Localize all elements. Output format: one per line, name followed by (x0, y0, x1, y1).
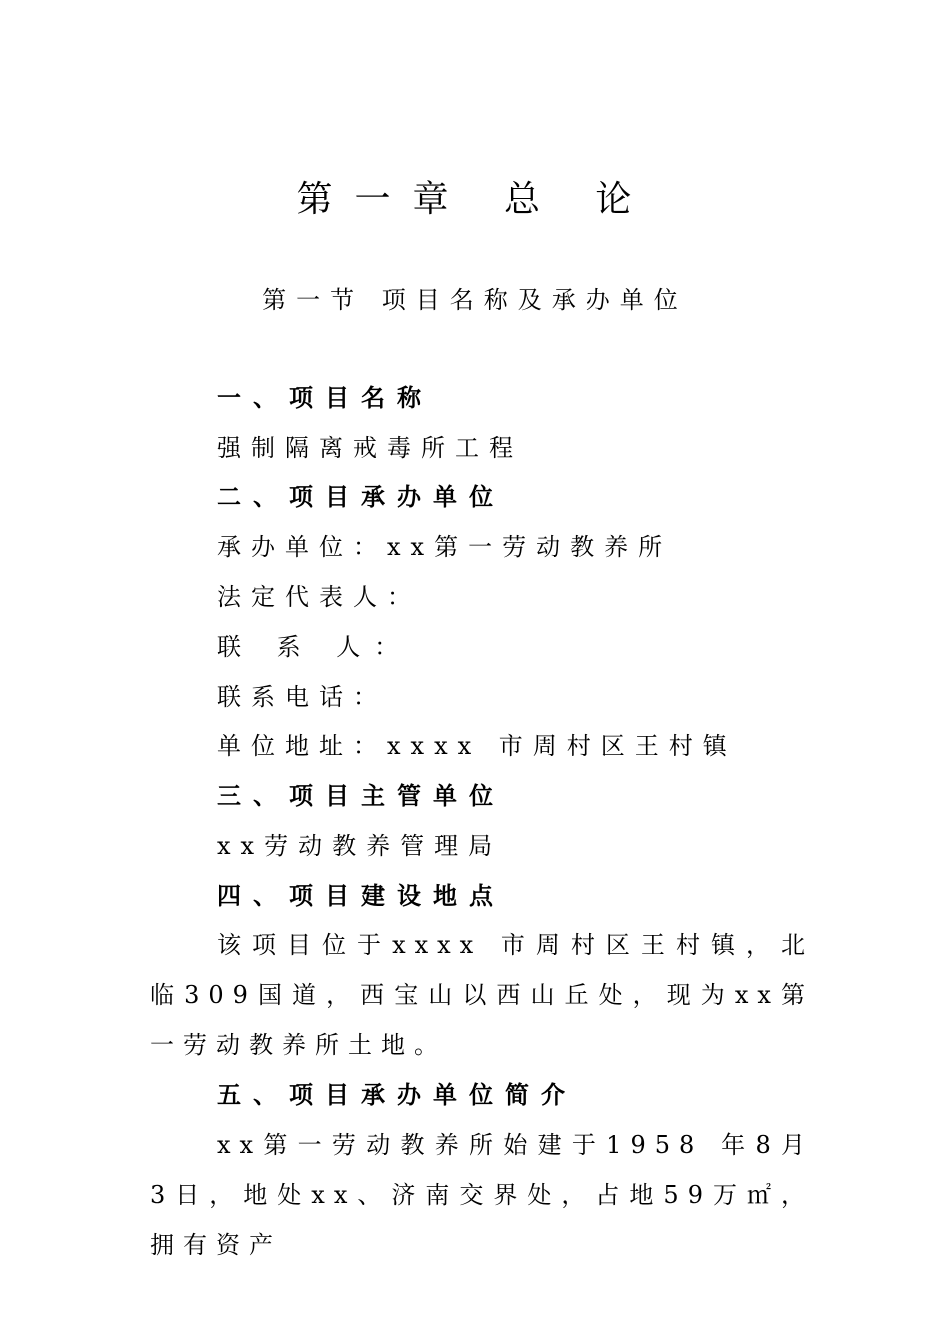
heading-sponsor: 二、项目承办单位 (217, 483, 505, 511)
sponsor-intro-paragraph: xx第一劳动教养所始建于1958 年8月3日，地处xx、济南交界处，占地59万㎡，拥有资产 (150, 1131, 814, 1259)
contact-phone: 联系电话： (217, 683, 387, 711)
authority-text: xx劳动教养管理局 (217, 832, 503, 860)
heading-location: 四、项目建设地点 (217, 882, 505, 910)
heading-project-name: 一、项目名称 (217, 384, 433, 412)
chapter-title: 第一章 总 论 (296, 179, 654, 220)
location-paragraph: 该项目位于xxxx 市周村区王村镇，北临309国道，西宝山以西山丘处，现为xx第一劳动教养所土地。 (150, 931, 814, 1059)
contact-person: 联 系 人： (217, 633, 413, 661)
heading-sponsor-intro: 五、项目承办单位简介 (217, 1081, 577, 1109)
legal-representative: 法定代表人： (217, 583, 421, 611)
sponsor-org: 承办单位：xx第一劳动教养所 (217, 533, 673, 561)
section-title: 第一节 项目名称及承办单位 (262, 286, 688, 314)
project-name-text: 强制隔离戒毒所工程 (217, 434, 523, 462)
heading-authority: 三、项目主管单位 (217, 782, 505, 810)
org-address: 单位地址：xxxx 市周村区王村镇 (217, 732, 737, 760)
